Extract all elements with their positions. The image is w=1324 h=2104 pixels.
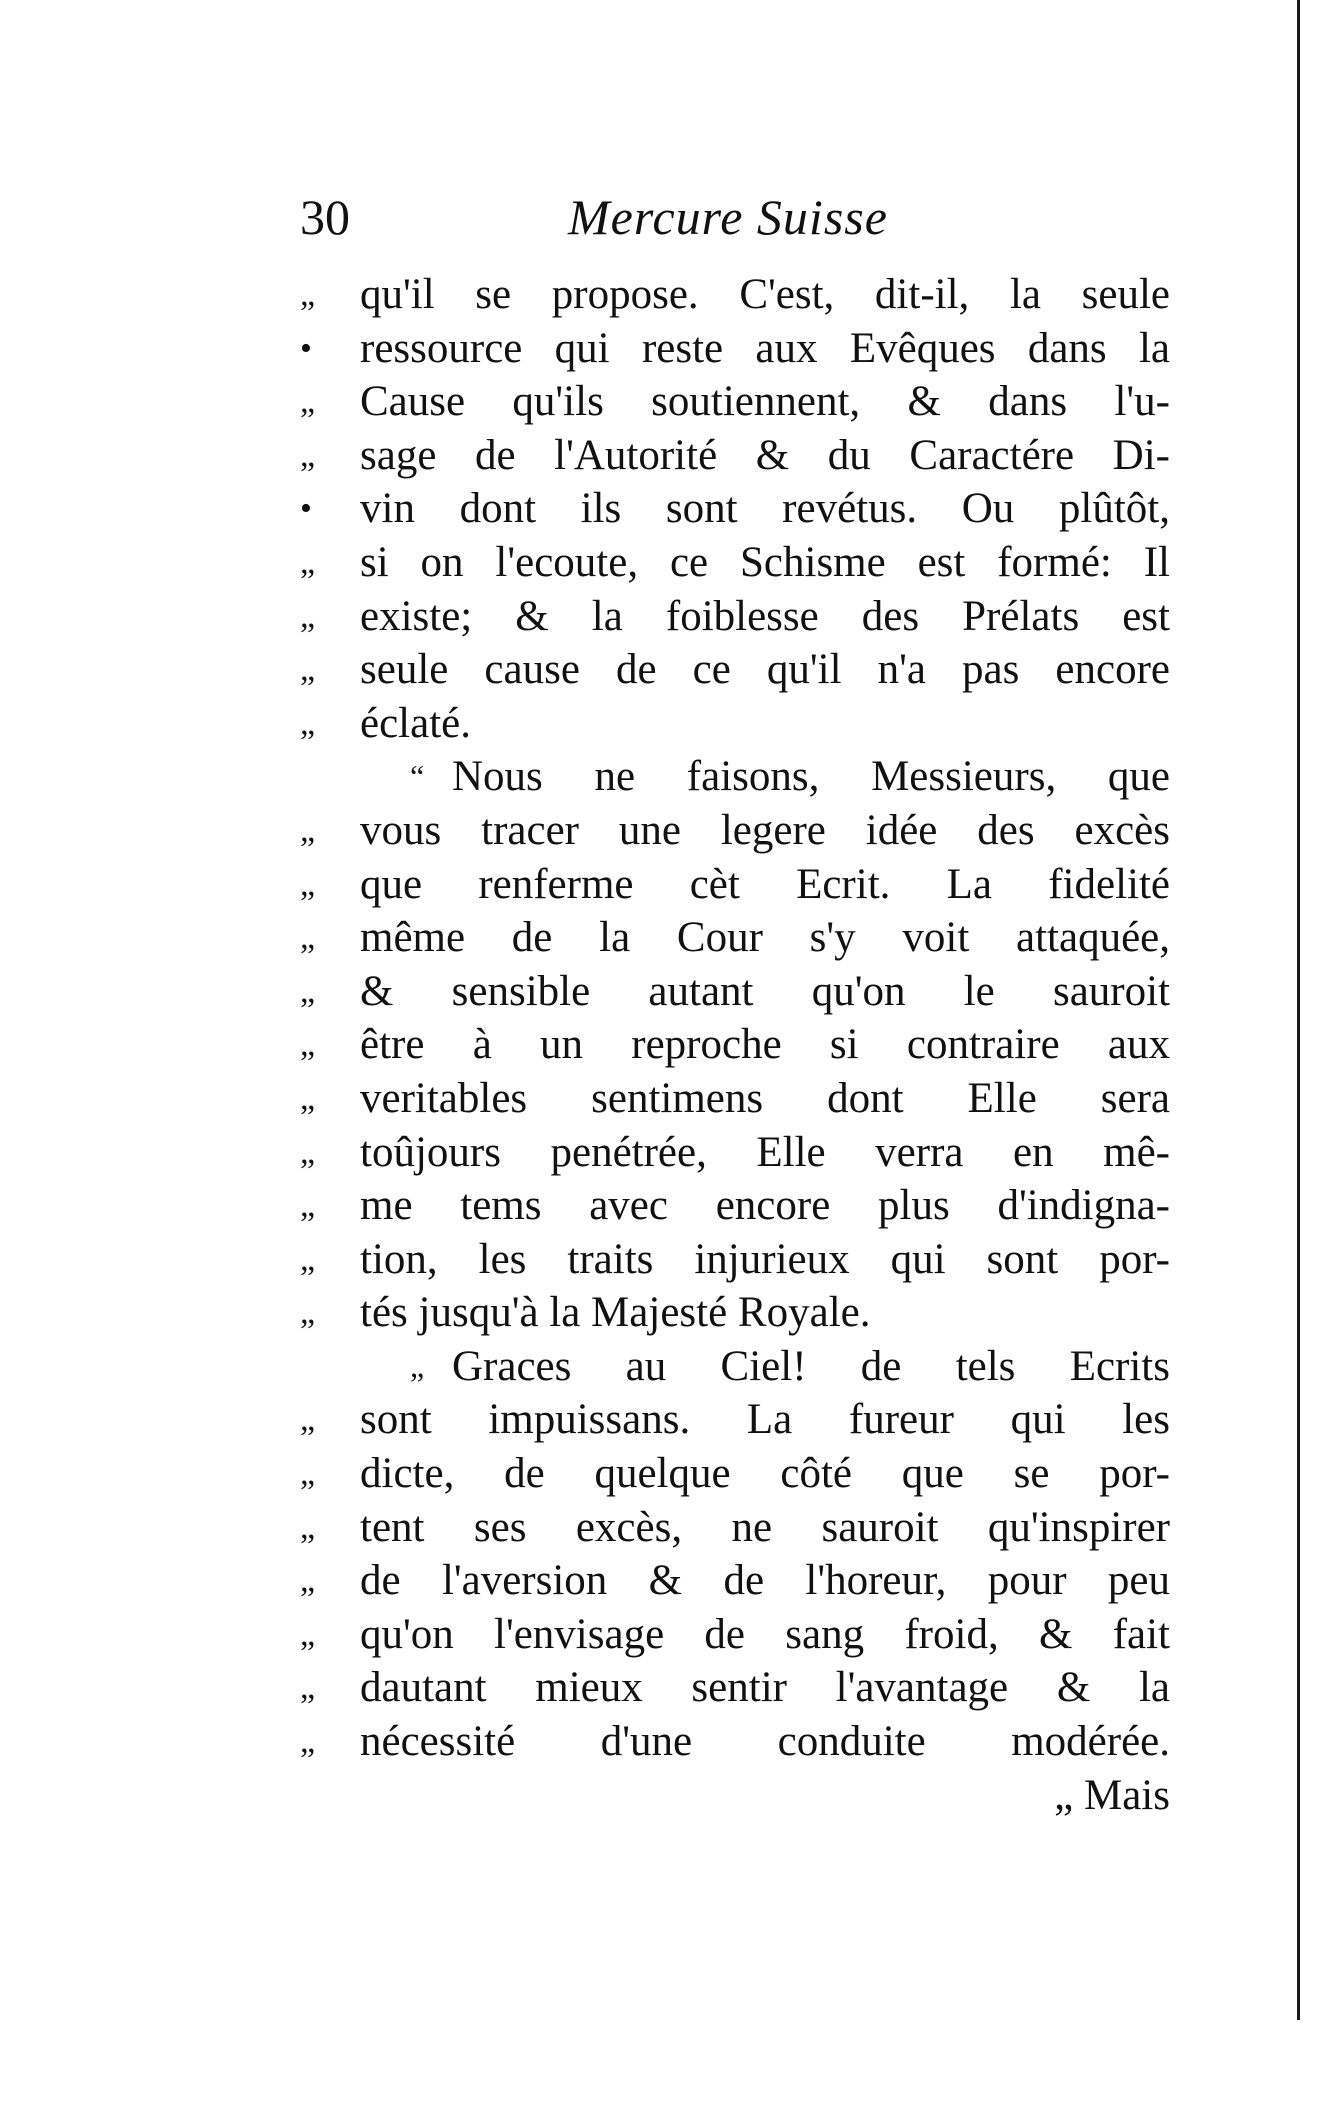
line-text: Cause qu'ils soutiennent, & dans l'u- bbox=[360, 378, 1170, 426]
paragraph-start-line bbox=[300, 750, 1170, 804]
line-text: tent ses excès, ne sauroit qu'inspirer bbox=[360, 1503, 1170, 1551]
line-text: & sensible autant qu'on le sauroit bbox=[360, 967, 1170, 1015]
line-text: de l'aversion & de l'horeur, pour peu bbox=[360, 1557, 1170, 1605]
text-line bbox=[300, 643, 1170, 697]
opening-quote-mark: „ bbox=[410, 1347, 425, 1384]
text-line bbox=[300, 1447, 1170, 1501]
text-line bbox=[300, 858, 1170, 912]
text-line bbox=[300, 429, 1170, 483]
quote-mark: „ bbox=[300, 651, 316, 689]
text-line bbox=[300, 1554, 1170, 1608]
page-header bbox=[300, 182, 1180, 252]
quote-mark: • bbox=[300, 329, 312, 367]
quote-mark: „ bbox=[300, 543, 316, 581]
line-text: éclaté. bbox=[360, 699, 471, 747]
line-text: ressource qui reste aux Evêques dans la bbox=[360, 324, 1170, 372]
opening-quote-mark: “ bbox=[410, 758, 425, 795]
line-text: dautant mieux sentir l'avantage & la bbox=[360, 1664, 1170, 1712]
quote-mark: „ bbox=[300, 865, 316, 903]
quote-mark: „ bbox=[300, 1294, 316, 1332]
text-line bbox=[300, 482, 1170, 536]
text-line bbox=[300, 268, 1170, 322]
text-line bbox=[300, 697, 1170, 751]
text-line bbox=[300, 1501, 1170, 1555]
text-line bbox=[300, 804, 1170, 858]
catchword-line bbox=[300, 1769, 1170, 1823]
paragraph-start-line bbox=[300, 1340, 1170, 1394]
line-text: toûjours penétrée, Elle verra en mê- bbox=[360, 1128, 1170, 1176]
quote-mark: „ bbox=[300, 276, 316, 313]
line-text: qu'il se propose. C'est, dit-il, la seule bbox=[360, 271, 1170, 318]
quote-mark: „ bbox=[300, 1133, 316, 1171]
quote-mark: „ bbox=[300, 811, 316, 849]
line-text: seule cause de ce qu'il n'a pas encore bbox=[360, 646, 1170, 694]
line-text: même de la Cour s'y voit attaquée, bbox=[360, 914, 1170, 962]
quote-mark: „ bbox=[300, 436, 316, 474]
line-text: nécessité d'une conduite modérée. bbox=[360, 1718, 1170, 1766]
quote-mark: „ bbox=[300, 1240, 316, 1278]
quote-mark: „ bbox=[300, 1562, 316, 1600]
page-number: 30 bbox=[300, 189, 350, 245]
line-text: Graces au Ciel! de tels Ecrits bbox=[452, 1342, 1170, 1390]
text-line bbox=[300, 1233, 1170, 1287]
text-line bbox=[300, 1126, 1170, 1180]
quote-mark: „ bbox=[300, 704, 316, 742]
text-line bbox=[300, 590, 1170, 644]
line-text: tés jusqu'à la Majesté Royale. bbox=[360, 1289, 871, 1337]
text-line bbox=[300, 1608, 1170, 1662]
quote-mark: „ bbox=[300, 597, 316, 635]
line-text: dicte, de quelque côté que se por- bbox=[360, 1450, 1170, 1498]
text-line bbox=[300, 1393, 1170, 1447]
line-text: que renferme cèt Ecrit. La fidelité bbox=[360, 860, 1170, 908]
quote-mark: „ bbox=[300, 1026, 316, 1064]
text-line bbox=[300, 1661, 1170, 1715]
quote-mark: „ bbox=[300, 1187, 316, 1225]
binding-edge bbox=[1297, 0, 1300, 2020]
line-text: Nous ne faisons, Messieurs, que bbox=[452, 753, 1170, 801]
line-text: si on l'ecoute, ce Schisme est formé: Il bbox=[360, 538, 1170, 586]
line-text: être à un reproche si contraire aux bbox=[360, 1021, 1170, 1069]
text-line bbox=[300, 1072, 1170, 1126]
text-line bbox=[300, 911, 1170, 965]
quote-mark: „ bbox=[300, 383, 316, 421]
line-text: vin dont ils sont revétus. Ou plûtôt, bbox=[360, 485, 1170, 533]
quote-mark: „ bbox=[300, 919, 316, 957]
text-line bbox=[300, 965, 1170, 1019]
quote-mark: „ bbox=[300, 1401, 316, 1439]
text-line bbox=[300, 375, 1170, 429]
text-line bbox=[300, 1018, 1170, 1072]
quote-mark: „ bbox=[300, 1723, 316, 1761]
body-text bbox=[300, 268, 1170, 1822]
text-line bbox=[300, 1715, 1170, 1769]
line-text: sont impuissans. La fureur qui les bbox=[360, 1396, 1170, 1444]
quote-mark: „ bbox=[300, 1079, 316, 1117]
text-line bbox=[300, 1179, 1170, 1233]
quote-mark: „ bbox=[300, 1615, 316, 1653]
line-text: qu'on l'envisage de sang froid, & fait bbox=[360, 1610, 1170, 1658]
quote-mark: • bbox=[300, 490, 312, 528]
quote-mark: „ bbox=[300, 1669, 316, 1707]
line-text: existe; & la foiblesse des Prélats est bbox=[360, 592, 1170, 640]
line-text: me tems avec encore plus d'indigna- bbox=[360, 1182, 1170, 1230]
text-line bbox=[300, 1286, 1170, 1340]
text-line bbox=[300, 322, 1170, 376]
quote-mark: „ bbox=[300, 1455, 316, 1493]
quote-mark: „ bbox=[300, 1508, 316, 1546]
line-text: tion, les traits injurieux qui sont por- bbox=[360, 1235, 1170, 1283]
text-line bbox=[300, 536, 1170, 590]
catchword: „ Mais bbox=[1054, 1771, 1170, 1819]
line-text: sage de l'Autorité & du Caractére Di- bbox=[360, 431, 1170, 479]
line-text: vous tracer une legere idée des excès bbox=[360, 806, 1170, 854]
running-title: Mercure Suisse bbox=[568, 189, 888, 245]
quote-mark: „ bbox=[300, 972, 316, 1010]
line-text: veritables sentimens dont Elle sera bbox=[360, 1074, 1170, 1122]
